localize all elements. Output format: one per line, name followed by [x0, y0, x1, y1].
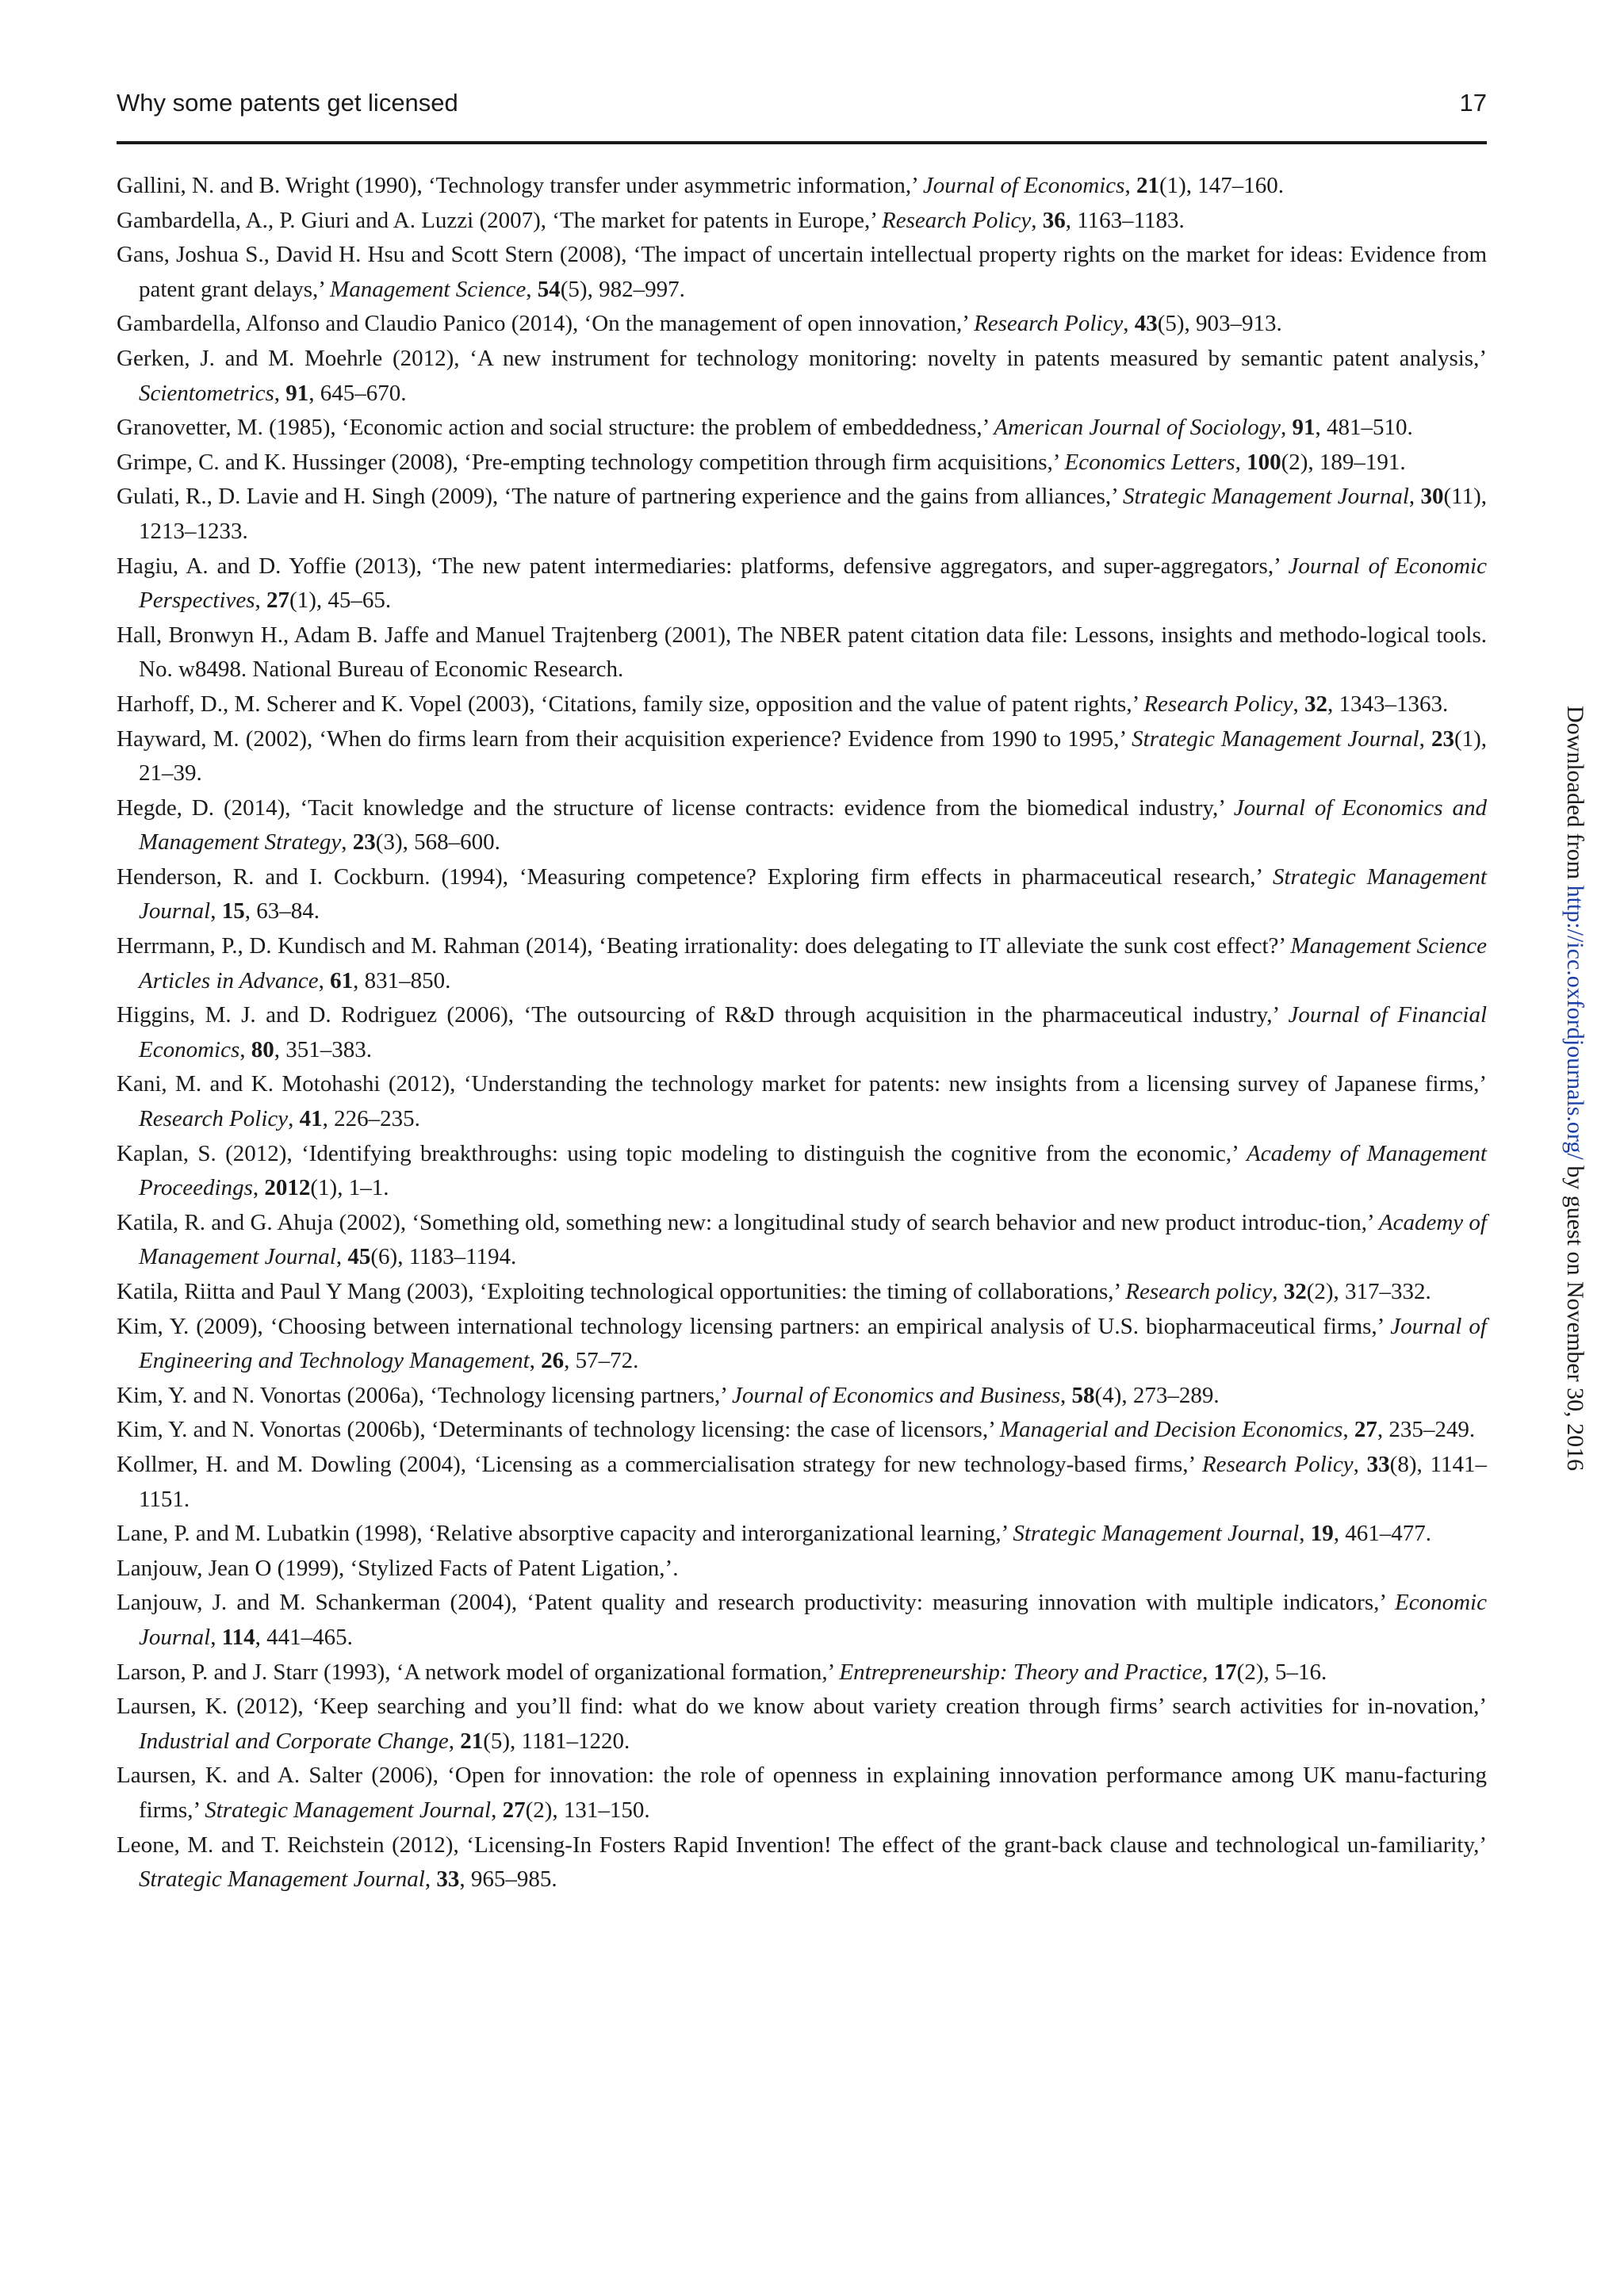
- reference-volume: 36: [1042, 207, 1066, 233]
- reference-text: Granovetter, M. (1985), ‘Economic action and social structure: the problem of embeddedness,’: [117, 415, 994, 441]
- reference-text: Gambardella, A., P. Giuri and A. Luzzi (2007), ‘The market for patents in Europe,’: [117, 207, 883, 233]
- reference-journal: Strategic Management Journal: [139, 863, 1487, 924]
- reference-text: ,: [239, 1036, 251, 1062]
- reference-volume: 58: [1071, 1382, 1095, 1408]
- reference-item: [117, 722, 1487, 791]
- reference-item: [117, 342, 1487, 411]
- reference-text: (6), 1183–1194.: [370, 1244, 517, 1270]
- reference-volume: 32: [1304, 691, 1327, 717]
- reference-text: ,: [526, 276, 538, 302]
- reference-item: [117, 1690, 1487, 1759]
- reference-journal: Industrial and Corporate Change: [139, 1728, 449, 1754]
- reference-journal: Research Policy: [1201, 1451, 1354, 1477]
- reference-text: Lanjouw, Jean O (1999), ‘Stylized Facts of Patent Ligation,’.: [117, 1555, 679, 1581]
- reference-volume: 91: [1292, 415, 1316, 441]
- reference-volume: 17: [1213, 1659, 1237, 1685]
- reference-item: [117, 1759, 1487, 1828]
- reference-text: Katila, Riitta and Paul Y Mang (2003), ‘Exploiting technological opportunities: the timing of collaborations,’: [117, 1279, 1126, 1304]
- reference-text: ,: [210, 898, 222, 924]
- reference-journal: Research Policy: [139, 1106, 289, 1132]
- reference-item: [117, 1067, 1487, 1136]
- reference-text: , 226–235.: [322, 1106, 420, 1132]
- reference-text: ,: [252, 1175, 265, 1201]
- reference-volume: 27: [502, 1797, 526, 1823]
- reference-text: ,: [448, 1728, 461, 1754]
- reference-text: (5), 982–997.: [560, 276, 685, 302]
- reference-item: [117, 791, 1487, 860]
- reference-text: , 235–249.: [1377, 1417, 1476, 1443]
- reference-item: [117, 998, 1487, 1067]
- reference-text: ,: [341, 829, 353, 856]
- reference-text: ,: [1293, 691, 1304, 717]
- reference-text: , 645–670.: [308, 380, 407, 406]
- reference-item: [117, 687, 1487, 722]
- reference-item: [117, 1137, 1487, 1206]
- reference-item: [117, 1275, 1487, 1310]
- reference-volume: 54: [537, 276, 561, 302]
- reference-journal: Management Science: [330, 276, 527, 302]
- reference-journal: Managerial and Decision Economics: [999, 1417, 1343, 1443]
- running-title: Why some patents get licensed: [117, 89, 458, 117]
- reference-text: Laursen, K. (2012), ‘Keep searching and you’ll find: what do we know about variety creation through firms’ search activities for in-novation,’: [117, 1694, 1487, 1720]
- reference-text: ,: [274, 380, 286, 406]
- reference-text: , 1163–1183.: [1065, 207, 1185, 233]
- reference-text: Hall, Bronwyn H., Adam B. Jaffe and Manuel Trajtenberg (2001), The NBER patent citation data file: Lessons, insights and methodo-logical tools. No. w8498. National Bureau of Economic Research.: [117, 622, 1487, 683]
- reference-volume: 27: [266, 588, 290, 614]
- reference-text: (5), 903–913.: [1157, 311, 1282, 337]
- reference-item: [117, 1448, 1487, 1517]
- reference-journal: Journal of Financial Economics: [139, 1002, 1487, 1062]
- reference-item: [117, 1310, 1487, 1379]
- reference-journal: Economics Letters: [1064, 449, 1235, 475]
- reference-text: Kollmer, H. and M. Dowling (2004), ‘Licensing as a commercialisation strategy for new technology-based firms,’: [117, 1451, 1202, 1477]
- reference-text: (1), 21–39.: [139, 725, 1488, 787]
- reference-item: [117, 307, 1487, 342]
- reference-journal: Research Policy: [974, 311, 1124, 337]
- reference-text: ,: [1353, 1451, 1367, 1477]
- reference-item: [117, 860, 1487, 929]
- reference-text: ,: [424, 1866, 437, 1893]
- reference-text: , 831–850.: [353, 967, 451, 993]
- reference-text: Gulati, R., D. Lavie and H. Singh (2009), ‘The nature of partnering experience and the gains from alliances,’: [117, 484, 1123, 510]
- reference-text: (11), 1213–1233.: [139, 484, 1487, 544]
- reference-text: , 351–383.: [274, 1036, 372, 1062]
- reference-text: Gans, Joshua S., David H. Hsu and Scott Stern (2008), ‘The impact of uncertain intellectual property rights on the market for ideas: Evidence from patent grant delays,’: [117, 242, 1487, 302]
- reference-volume: 30: [1420, 484, 1444, 510]
- reference-text: (8), 1141–1151.: [139, 1451, 1487, 1512]
- reference-item: [117, 618, 1487, 687]
- reference-text: ,: [1342, 1417, 1354, 1443]
- reference-volume: 21: [1136, 173, 1159, 198]
- reference-item: [117, 411, 1487, 446]
- reference-text: Lanjouw, J. and M. Schankerman (2004), ‘Patent quality and research productivity: measuring innovation with multiple indicators,’: [117, 1590, 1396, 1616]
- reference-item: [117, 169, 1487, 204]
- reference-journal: Entrepreneurship: Theory and Practice: [839, 1659, 1203, 1685]
- reference-text: Henderson, R. and I. Cockburn. (1994), ‘Measuring competence? Exploring firm effects in pharmaceutical research,’: [117, 863, 1273, 890]
- reference-text: Herrmann, P., D. Kundisch and M. Rahman (2014), ‘Beating irrationality: does delegating to IT alleviate the sunk cost effect?’: [117, 933, 1291, 959]
- reference-item: [117, 929, 1487, 998]
- reference-volume: 21: [460, 1728, 484, 1754]
- reference-text: Hegde, D. (2014), ‘Tacit knowledge and the structure of license contracts: evidence from the biomedical industry,’: [117, 794, 1234, 821]
- reference-text: ,: [1272, 1279, 1284, 1304]
- reference-journal: Strategic Management Journal: [205, 1797, 492, 1823]
- reference-volume: 26: [541, 1348, 565, 1374]
- reference-text: Gambardella, Alfonso and Claudio Panico (2014), ‘On the management of open innovation,’: [117, 311, 975, 337]
- reference-journal: Journal of Economics and Management Strategy: [139, 794, 1488, 856]
- reference-journal: Journal of Economics: [922, 173, 1125, 198]
- reference-text: Harhoff, D., M. Scherer and K. Vopel (2003), ‘Citations, family size, opposition and the value of patent rights,’: [117, 691, 1144, 717]
- reference-journal: Journal of Engineering and Technology Management: [139, 1313, 1487, 1374]
- reference-text: Gerken, J. and M. Moehrle (2012), ‘A new instrument for technology monitoring: novelty in patents measured by semantic patent analysis,’: [117, 345, 1487, 371]
- reference-text: Katila, R. and G. Ahuja (2002), ‘Something old, something new: a longitudinal study of search behavior and new product introduc-tion,’: [117, 1209, 1379, 1235]
- reference-text: Hayward, M. (2002), ‘When do firms learn from their acquisition experience? Evidence from 1990 to 1995,’: [117, 725, 1132, 752]
- reference-text: (2), 317–332.: [1306, 1279, 1431, 1304]
- reference-journal: Research Policy: [882, 207, 1032, 233]
- reference-text: Laursen, K. and A. Salter (2006), ‘Open for innovation: the role of openness in explaining innovation performance among UK manu-facturing firms,’: [117, 1763, 1487, 1823]
- reference-text: (2), 5–16.: [1236, 1659, 1327, 1685]
- reference-volume: 23: [1431, 725, 1454, 752]
- reference-text: , 1343–1363.: [1327, 691, 1449, 717]
- reference-item: [117, 1656, 1487, 1690]
- reference-journal: Strategic Management Journal: [1013, 1521, 1300, 1547]
- reference-journal: Strategic Management Journal: [139, 1866, 425, 1893]
- reference-journal: Strategic Management Journal: [1122, 484, 1409, 510]
- reference-text: (3), 568–600.: [375, 829, 500, 856]
- reference-text: (2), 189–191.: [1281, 449, 1406, 475]
- reference-text: ,: [1408, 484, 1421, 510]
- reference-text: , 57–72.: [564, 1348, 639, 1374]
- reference-volume: 23: [352, 829, 376, 856]
- reference-text: (1), 45–65.: [289, 588, 392, 614]
- watermark-prefix: Downloaded from: [1562, 706, 1588, 886]
- reference-text: , 965–985.: [459, 1866, 557, 1893]
- reference-text: (1), 1–1.: [310, 1175, 389, 1201]
- reference-text: ,: [1419, 725, 1431, 752]
- watermark-link[interactable]: http://icc.oxfordjournals.org/: [1562, 885, 1588, 1160]
- reference-text: ,: [1281, 415, 1293, 441]
- header-rule: [117, 141, 1487, 144]
- reference-text: (2), 131–150.: [525, 1797, 650, 1823]
- reference-journal: Strategic Management Journal: [1132, 725, 1419, 752]
- reference-text: ,: [1202, 1659, 1214, 1685]
- reference-volume: 45: [347, 1244, 371, 1270]
- reference-text: Kim, Y. (2009), ‘Choosing between international technology licensing partners: an empirical analysis of U.S. biopharmaceutical firms,’: [117, 1313, 1391, 1339]
- reference-volume: 80: [251, 1036, 274, 1062]
- reference-volume: 15: [221, 898, 245, 924]
- reference-text: Leone, M. and T. Reichstein (2012), ‘Licensing-In Fosters Rapid Invention! The effect of the grant-back clause and technological un-familiarity,’: [117, 1832, 1487, 1858]
- reference-text: (1), 147–160.: [1159, 173, 1285, 198]
- reference-item: [117, 1586, 1487, 1655]
- reference-text: (5), 1181–1220.: [483, 1728, 630, 1754]
- download-watermark: [1559, 706, 1591, 1570]
- reference-volume: 43: [1134, 311, 1158, 337]
- reference-volume: 61: [330, 967, 354, 993]
- reference-item: [117, 549, 1487, 618]
- reference-item: [117, 1828, 1487, 1897]
- reference-text: ,: [491, 1797, 503, 1823]
- reference-volume: 32: [1283, 1279, 1307, 1304]
- reference-text: ,: [335, 1244, 348, 1270]
- reference-item: [117, 1206, 1487, 1275]
- reference-text: Kani, M. and K. Motohashi (2012), ‘Understanding the technology market for patents: new insights from a licensing survey of Japanese firms,’: [117, 1071, 1487, 1097]
- reference-item: [117, 446, 1487, 480]
- reference-item: [117, 1517, 1487, 1552]
- reference-volume: 33: [1366, 1451, 1390, 1477]
- reference-text: Grimpe, C. and K. Hussinger (2008), ‘Pre-empting technology competition through firm acquisitions,’: [117, 449, 1065, 475]
- running-header: [117, 89, 1487, 136]
- reference-text: , 461–477.: [1333, 1521, 1431, 1547]
- reference-text: ,: [1123, 311, 1135, 337]
- reference-text: ,: [288, 1106, 300, 1132]
- reference-text: ,: [255, 588, 267, 614]
- download-watermark-text: [1559, 706, 1591, 1570]
- reference-text: , 481–510.: [1315, 415, 1413, 441]
- reference-text: Hagiu, A. and D. Yoffie (2013), ‘The new patent intermediaries: platforms, defensive aggregators, and super-aggregators,’: [117, 553, 1289, 579]
- reference-journal: Economic Journal: [139, 1590, 1487, 1650]
- reference-text: , 63–84.: [244, 898, 320, 924]
- reference-volume: 27: [1354, 1417, 1377, 1443]
- reference-volume: 19: [1310, 1521, 1334, 1547]
- reference-list: [117, 169, 1487, 1897]
- reference-text: Kim, Y. and N. Vonortas (2006b), ‘Determinants of technology licensing: the case of licensors,’: [117, 1417, 1000, 1443]
- reference-item: [117, 238, 1487, 307]
- watermark-suffix: by guest on November 30, 2016: [1562, 1159, 1588, 1472]
- page-number: 17: [1459, 89, 1487, 117]
- reference-item: [117, 204, 1487, 239]
- reference-volume: 41: [299, 1106, 323, 1132]
- reference-journal: Academy of Management Journal: [139, 1209, 1487, 1270]
- reference-text: ,: [210, 1624, 222, 1650]
- reference-journal: Scientometrics: [139, 380, 274, 406]
- reference-text: Higgins, M. J. and D. Rodriguez (2006), ‘The outsourcing of R&D through acquisition in the pharmaceutical industry,’: [117, 1002, 1289, 1028]
- reference-item: [117, 480, 1487, 549]
- reference-volume: 114: [221, 1624, 255, 1650]
- reference-volume: 91: [285, 380, 309, 406]
- reference-journal: Journal of Economic Perspectives: [139, 553, 1487, 614]
- reference-text: (4), 273–289.: [1094, 1382, 1220, 1408]
- reference-journal: Management Science Articles in Advance: [139, 933, 1487, 993]
- reference-text: Kim, Y. and N. Vonortas (2006a), ‘Technology licensing partners,’: [117, 1382, 732, 1408]
- reference-text: Lane, P. and M. Lubatkin (1998), ‘Relative absorptive capacity and interorganizational learning,’: [117, 1521, 1013, 1547]
- reference-journal: Journal of Economics and Business: [732, 1382, 1061, 1408]
- reference-text: ,: [318, 967, 331, 993]
- reference-text: ,: [1031, 207, 1043, 233]
- reference-text: ,: [1299, 1521, 1311, 1547]
- reference-item: [117, 1379, 1487, 1414]
- reference-text: , 441–465.: [255, 1624, 353, 1650]
- reference-item: [117, 1413, 1487, 1448]
- reference-item: [117, 1552, 1487, 1587]
- reference-journal: Research policy: [1125, 1279, 1273, 1304]
- reference-text: ,: [529, 1348, 542, 1374]
- reference-text: ,: [1235, 449, 1247, 475]
- reference-text: ,: [1124, 173, 1136, 198]
- reference-text: Kaplan, S. (2012), ‘Identifying breakthroughs: using topic modeling to distinguish the cognitive from the economic,’: [117, 1140, 1247, 1166]
- reference-journal: American Journal of Sociology: [994, 415, 1281, 441]
- reference-text: Larson, P. and J. Starr (1993), ‘A network model of organizational formation,’: [117, 1659, 840, 1685]
- reference-volume: 2012: [264, 1175, 311, 1201]
- reference-text: Gallini, N. and B. Wright (1990), ‘Technology transfer under asymmetric information,’: [117, 173, 923, 198]
- reference-volume: 33: [436, 1866, 460, 1893]
- reference-journal: Academy of Management Proceedings: [139, 1140, 1487, 1201]
- reference-volume: 100: [1247, 449, 1281, 475]
- reference-text: ,: [1060, 1382, 1072, 1408]
- reference-journal: Research Policy: [1143, 691, 1293, 717]
